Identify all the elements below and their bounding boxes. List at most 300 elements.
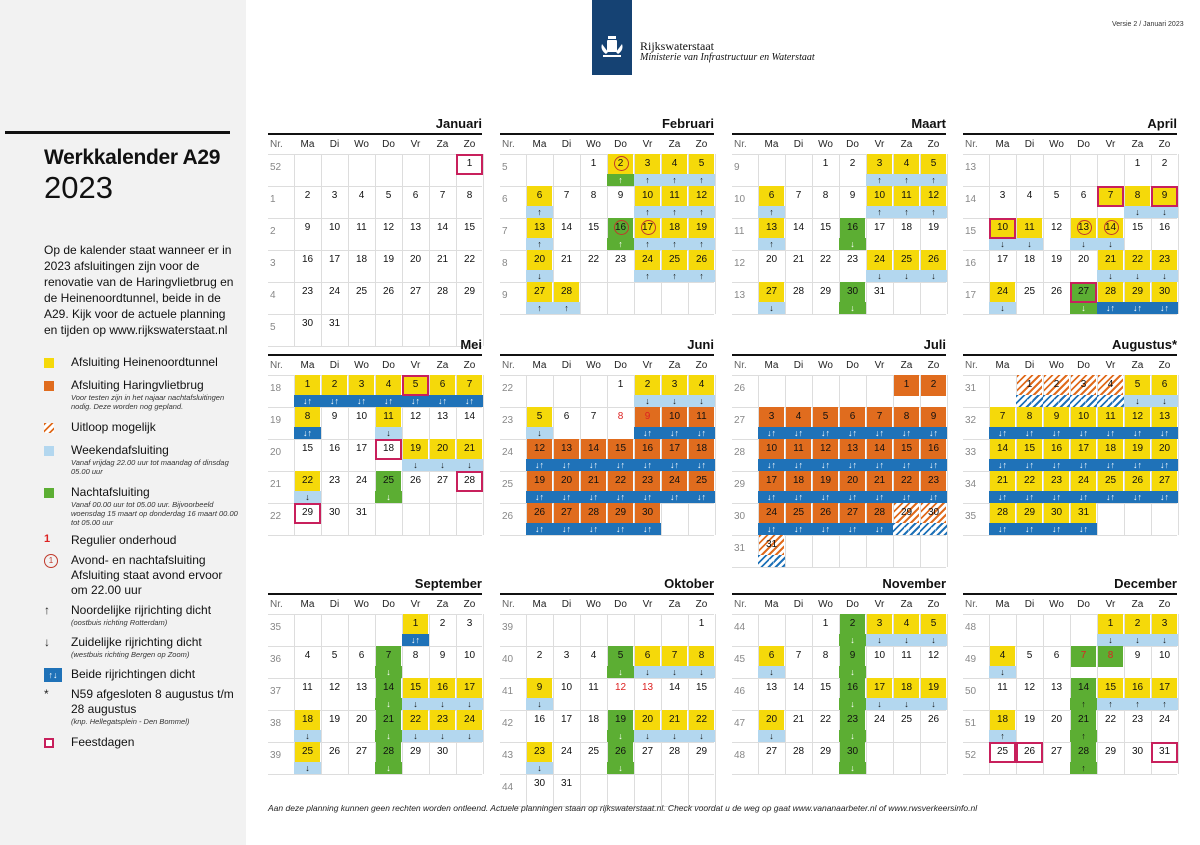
day-cell[interactable] [688, 375, 715, 407]
day-cell[interactable] [375, 678, 402, 710]
day-cell[interactable] [526, 774, 553, 806]
day-cell[interactable] [526, 503, 553, 535]
day-cell[interactable] [661, 742, 688, 774]
day-cell[interactable] [402, 678, 429, 710]
day-cell[interactable] [402, 710, 429, 742]
day-cell[interactable] [688, 614, 715, 646]
day-cell[interactable] [526, 646, 553, 678]
day-cell[interactable] [812, 742, 839, 774]
day-cell[interactable] [1043, 742, 1070, 774]
day-cell[interactable] [989, 186, 1016, 218]
day-cell[interactable] [1151, 186, 1178, 218]
day-cell[interactable] [989, 439, 1016, 471]
day-cell[interactable] [1151, 710, 1178, 742]
day-cell[interactable] [1016, 250, 1043, 282]
day-cell[interactable] [1124, 742, 1151, 774]
day-cell[interactable] [989, 250, 1016, 282]
day-cell[interactable] [989, 471, 1016, 503]
day-cell[interactable] [634, 250, 661, 282]
day-cell[interactable] [758, 710, 785, 742]
day-cell[interactable] [375, 710, 402, 742]
day-cell[interactable] [607, 375, 634, 407]
day-cell[interactable] [375, 407, 402, 439]
day-cell[interactable] [661, 218, 688, 250]
day-cell[interactable] [348, 439, 375, 471]
day-cell[interactable] [553, 439, 580, 471]
day-cell[interactable] [920, 503, 947, 535]
day-cell[interactable] [866, 439, 893, 471]
day-cell[interactable] [1124, 407, 1151, 439]
day-cell[interactable] [893, 439, 920, 471]
day-cell[interactable] [553, 471, 580, 503]
day-cell[interactable] [1043, 710, 1070, 742]
day-cell[interactable] [1097, 614, 1124, 646]
day-cell[interactable] [402, 646, 429, 678]
day-cell[interactable] [553, 742, 580, 774]
day-cell[interactable] [402, 186, 429, 218]
day-cell[interactable] [553, 503, 580, 535]
day-cell[interactable] [634, 218, 661, 250]
day-cell[interactable] [839, 218, 866, 250]
day-cell[interactable] [321, 471, 348, 503]
day-cell[interactable] [661, 710, 688, 742]
day-cell[interactable] [348, 250, 375, 282]
day-cell[interactable] [989, 218, 1016, 250]
day-cell[interactable] [553, 407, 580, 439]
day-cell[interactable] [839, 250, 866, 282]
day-cell[interactable] [1151, 678, 1178, 710]
day-cell[interactable] [607, 439, 634, 471]
day-cell[interactable] [661, 375, 688, 407]
day-cell[interactable] [785, 439, 812, 471]
day-cell[interactable] [1016, 742, 1043, 774]
day-cell[interactable] [607, 407, 634, 439]
day-cell[interactable] [688, 710, 715, 742]
day-cell[interactable] [1043, 678, 1070, 710]
day-cell[interactable] [1070, 439, 1097, 471]
day-cell[interactable] [607, 503, 634, 535]
day-cell[interactable] [553, 186, 580, 218]
day-cell[interactable] [920, 407, 947, 439]
day-cell[interactable] [553, 678, 580, 710]
day-cell[interactable] [758, 471, 785, 503]
day-cell[interactable] [294, 742, 321, 774]
day-cell[interactable] [1097, 678, 1124, 710]
day-cell[interactable] [758, 503, 785, 535]
day-cell[interactable] [456, 282, 483, 314]
day-cell[interactable] [1151, 439, 1178, 471]
day-cell[interactable] [812, 471, 839, 503]
day-cell[interactable] [607, 646, 634, 678]
day-cell[interactable] [812, 154, 839, 186]
day-cell[interactable] [580, 646, 607, 678]
day-cell[interactable] [920, 186, 947, 218]
day-cell[interactable] [580, 250, 607, 282]
day-cell[interactable] [375, 742, 402, 774]
day-cell[interactable] [321, 375, 348, 407]
day-cell[interactable] [456, 218, 483, 250]
day-cell[interactable] [375, 282, 402, 314]
day-cell[interactable] [1043, 250, 1070, 282]
day-cell[interactable] [688, 218, 715, 250]
day-cell[interactable] [607, 186, 634, 218]
day-cell[interactable] [785, 646, 812, 678]
day-cell[interactable] [920, 471, 947, 503]
day-cell[interactable] [1070, 407, 1097, 439]
day-cell[interactable] [839, 614, 866, 646]
day-cell[interactable] [893, 154, 920, 186]
day-cell[interactable] [526, 710, 553, 742]
day-cell[interactable] [348, 471, 375, 503]
day-cell[interactable] [294, 218, 321, 250]
day-cell[interactable] [294, 710, 321, 742]
day-cell[interactable] [429, 375, 456, 407]
day-cell[interactable] [553, 710, 580, 742]
day-cell[interactable] [758, 678, 785, 710]
day-cell[interactable] [1070, 218, 1097, 250]
day-cell[interactable] [294, 503, 321, 535]
day-cell[interactable] [785, 186, 812, 218]
day-cell[interactable] [893, 471, 920, 503]
day-cell[interactable] [1124, 186, 1151, 218]
day-cell[interactable] [1016, 282, 1043, 314]
day-cell[interactable] [634, 678, 661, 710]
day-cell[interactable] [893, 375, 920, 407]
day-cell[interactable] [634, 407, 661, 439]
day-cell[interactable] [429, 218, 456, 250]
day-cell[interactable] [456, 154, 483, 186]
day-cell[interactable] [920, 375, 947, 407]
day-cell[interactable] [1016, 646, 1043, 678]
day-cell[interactable] [989, 282, 1016, 314]
day-cell[interactable] [920, 678, 947, 710]
day-cell[interactable] [661, 646, 688, 678]
day-cell[interactable] [321, 678, 348, 710]
day-cell[interactable] [1151, 282, 1178, 314]
day-cell[interactable] [1016, 678, 1043, 710]
day-cell[interactable] [1043, 186, 1070, 218]
day-cell[interactable] [758, 250, 785, 282]
day-cell[interactable] [688, 439, 715, 471]
day-cell[interactable] [839, 742, 866, 774]
day-cell[interactable] [1097, 471, 1124, 503]
day-cell[interactable] [321, 218, 348, 250]
day-cell[interactable] [429, 646, 456, 678]
day-cell[interactable] [1097, 439, 1124, 471]
day-cell[interactable] [785, 503, 812, 535]
day-cell[interactable] [989, 678, 1016, 710]
day-cell[interactable] [607, 742, 634, 774]
day-cell[interactable] [294, 186, 321, 218]
day-cell[interactable] [1124, 614, 1151, 646]
day-cell[interactable] [294, 250, 321, 282]
day-cell[interactable] [688, 154, 715, 186]
day-cell[interactable] [1151, 646, 1178, 678]
day-cell[interactable] [661, 154, 688, 186]
day-cell[interactable] [429, 282, 456, 314]
day-cell[interactable] [812, 439, 839, 471]
day-cell[interactable] [580, 186, 607, 218]
day-cell[interactable] [294, 471, 321, 503]
day-cell[interactable] [321, 646, 348, 678]
day-cell[interactable] [456, 614, 483, 646]
day-cell[interactable] [1070, 646, 1097, 678]
day-cell[interactable] [553, 218, 580, 250]
day-cell[interactable] [553, 774, 580, 806]
day-cell[interactable] [348, 503, 375, 535]
day-cell[interactable] [429, 407, 456, 439]
day-cell[interactable] [1097, 742, 1124, 774]
day-cell[interactable] [1097, 646, 1124, 678]
day-cell[interactable] [402, 614, 429, 646]
day-cell[interactable] [580, 471, 607, 503]
day-cell[interactable] [580, 742, 607, 774]
day-cell[interactable] [661, 250, 688, 282]
day-cell[interactable] [294, 282, 321, 314]
day-cell[interactable] [1016, 439, 1043, 471]
day-cell[interactable] [758, 742, 785, 774]
day-cell[interactable] [429, 439, 456, 471]
day-cell[interactable] [1124, 646, 1151, 678]
day-cell[interactable] [1097, 282, 1124, 314]
day-cell[interactable] [1124, 282, 1151, 314]
day-cell[interactable] [321, 503, 348, 535]
day-cell[interactable] [348, 742, 375, 774]
day-cell[interactable] [893, 646, 920, 678]
day-cell[interactable] [661, 678, 688, 710]
day-cell[interactable] [348, 375, 375, 407]
day-cell[interactable] [785, 710, 812, 742]
day-cell[interactable] [688, 646, 715, 678]
day-cell[interactable] [866, 186, 893, 218]
day-cell[interactable] [580, 154, 607, 186]
day-cell[interactable] [375, 646, 402, 678]
day-cell[interactable] [456, 471, 483, 503]
day-cell[interactable] [526, 186, 553, 218]
day-cell[interactable] [812, 678, 839, 710]
day-cell[interactable] [1043, 375, 1070, 407]
day-cell[interactable] [661, 471, 688, 503]
day-cell[interactable] [402, 282, 429, 314]
day-cell[interactable] [526, 407, 553, 439]
day-cell[interactable] [1097, 250, 1124, 282]
day-cell[interactable] [634, 439, 661, 471]
day-cell[interactable] [526, 250, 553, 282]
day-cell[interactable] [812, 250, 839, 282]
day-cell[interactable] [607, 678, 634, 710]
day-cell[interactable] [321, 186, 348, 218]
day-cell[interactable] [375, 218, 402, 250]
day-cell[interactable] [920, 439, 947, 471]
day-cell[interactable] [785, 282, 812, 314]
day-cell[interactable] [989, 646, 1016, 678]
day-cell[interactable] [1124, 439, 1151, 471]
day-cell[interactable] [321, 250, 348, 282]
day-cell[interactable] [839, 710, 866, 742]
day-cell[interactable] [580, 678, 607, 710]
day-cell[interactable] [893, 218, 920, 250]
day-cell[interactable] [893, 678, 920, 710]
day-cell[interactable] [1070, 282, 1097, 314]
day-cell[interactable] [402, 439, 429, 471]
day-cell[interactable] [1151, 614, 1178, 646]
day-cell[interactable] [580, 710, 607, 742]
day-cell[interactable] [866, 407, 893, 439]
day-cell[interactable] [553, 646, 580, 678]
day-cell[interactable] [1097, 186, 1124, 218]
day-cell[interactable] [866, 614, 893, 646]
day-cell[interactable] [812, 614, 839, 646]
day-cell[interactable] [1070, 471, 1097, 503]
day-cell[interactable] [812, 407, 839, 439]
day-cell[interactable] [785, 678, 812, 710]
day-cell[interactable] [1043, 503, 1070, 535]
day-cell[interactable] [661, 186, 688, 218]
day-cell[interactable] [456, 186, 483, 218]
day-cell[interactable] [866, 154, 893, 186]
day-cell[interactable] [607, 710, 634, 742]
day-cell[interactable] [456, 678, 483, 710]
day-cell[interactable] [812, 503, 839, 535]
day-cell[interactable] [348, 678, 375, 710]
day-cell[interactable] [839, 407, 866, 439]
day-cell[interactable] [812, 710, 839, 742]
day-cell[interactable] [866, 710, 893, 742]
day-cell[interactable] [839, 471, 866, 503]
day-cell[interactable] [526, 218, 553, 250]
day-cell[interactable] [1124, 471, 1151, 503]
day-cell[interactable] [866, 282, 893, 314]
day-cell[interactable] [688, 250, 715, 282]
day-cell[interactable] [893, 186, 920, 218]
day-cell[interactable] [1043, 282, 1070, 314]
day-cell[interactable] [920, 250, 947, 282]
day-cell[interactable] [607, 250, 634, 282]
day-cell[interactable] [839, 186, 866, 218]
day-cell[interactable] [893, 407, 920, 439]
day-cell[interactable] [1151, 250, 1178, 282]
day-cell[interactable] [758, 186, 785, 218]
day-cell[interactable] [429, 250, 456, 282]
day-cell[interactable] [1043, 646, 1070, 678]
day-cell[interactable] [1124, 710, 1151, 742]
day-cell[interactable] [580, 407, 607, 439]
day-cell[interactable] [1097, 407, 1124, 439]
day-cell[interactable] [294, 678, 321, 710]
day-cell[interactable] [375, 471, 402, 503]
day-cell[interactable] [1070, 186, 1097, 218]
day-cell[interactable] [758, 218, 785, 250]
day-cell[interactable] [1043, 218, 1070, 250]
day-cell[interactable] [1151, 407, 1178, 439]
day-cell[interactable] [893, 503, 920, 535]
day-cell[interactable] [1151, 742, 1178, 774]
day-cell[interactable] [989, 710, 1016, 742]
day-cell[interactable] [839, 439, 866, 471]
day-cell[interactable] [1016, 218, 1043, 250]
day-cell[interactable] [812, 186, 839, 218]
day-cell[interactable] [688, 471, 715, 503]
day-cell[interactable] [866, 218, 893, 250]
day-cell[interactable] [634, 710, 661, 742]
day-cell[interactable] [920, 218, 947, 250]
day-cell[interactable] [1151, 218, 1178, 250]
day-cell[interactable] [456, 250, 483, 282]
day-cell[interactable] [1016, 407, 1043, 439]
day-cell[interactable] [688, 407, 715, 439]
day-cell[interactable] [580, 439, 607, 471]
day-cell[interactable] [429, 614, 456, 646]
day-cell[interactable] [1124, 375, 1151, 407]
day-cell[interactable] [402, 407, 429, 439]
day-cell[interactable] [758, 282, 785, 314]
day-cell[interactable] [402, 471, 429, 503]
day-cell[interactable] [866, 250, 893, 282]
day-cell[interactable] [989, 407, 1016, 439]
day-cell[interactable] [429, 471, 456, 503]
day-cell[interactable] [1124, 250, 1151, 282]
day-cell[interactable] [1043, 439, 1070, 471]
day-cell[interactable] [1124, 218, 1151, 250]
day-cell[interactable] [920, 710, 947, 742]
day-cell[interactable] [375, 250, 402, 282]
day-cell[interactable] [1016, 503, 1043, 535]
day-cell[interactable] [526, 471, 553, 503]
day-cell[interactable] [758, 646, 785, 678]
day-cell[interactable] [839, 154, 866, 186]
day-cell[interactable] [294, 375, 321, 407]
day-cell[interactable] [348, 646, 375, 678]
day-cell[interactable] [580, 218, 607, 250]
day-cell[interactable] [866, 646, 893, 678]
day-cell[interactable] [893, 250, 920, 282]
day-cell[interactable] [402, 250, 429, 282]
day-cell[interactable] [294, 646, 321, 678]
day-cell[interactable] [839, 646, 866, 678]
day-cell[interactable] [688, 186, 715, 218]
day-cell[interactable] [866, 678, 893, 710]
day-cell[interactable] [1070, 678, 1097, 710]
day-cell[interactable] [1151, 154, 1178, 186]
day-cell[interactable] [429, 742, 456, 774]
day-cell[interactable] [758, 535, 785, 567]
day-cell[interactable] [839, 282, 866, 314]
day-cell[interactable] [348, 218, 375, 250]
day-cell[interactable] [1151, 375, 1178, 407]
day-cell[interactable] [785, 218, 812, 250]
day-cell[interactable] [321, 710, 348, 742]
day-cell[interactable] [1016, 710, 1043, 742]
day-cell[interactable] [1124, 678, 1151, 710]
day-cell[interactable] [553, 282, 580, 314]
day-cell[interactable] [1070, 375, 1097, 407]
day-cell[interactable] [375, 375, 402, 407]
day-cell[interactable] [634, 742, 661, 774]
day-cell[interactable] [348, 407, 375, 439]
day-cell[interactable] [758, 407, 785, 439]
day-cell[interactable] [989, 503, 1016, 535]
day-cell[interactable] [402, 375, 429, 407]
day-cell[interactable] [634, 375, 661, 407]
day-cell[interactable] [348, 710, 375, 742]
day-cell[interactable] [893, 614, 920, 646]
day-cell[interactable] [1070, 250, 1097, 282]
day-cell[interactable] [429, 678, 456, 710]
day-cell[interactable] [607, 154, 634, 186]
day-cell[interactable] [348, 186, 375, 218]
day-cell[interactable] [429, 186, 456, 218]
day-cell[interactable] [1070, 503, 1097, 535]
